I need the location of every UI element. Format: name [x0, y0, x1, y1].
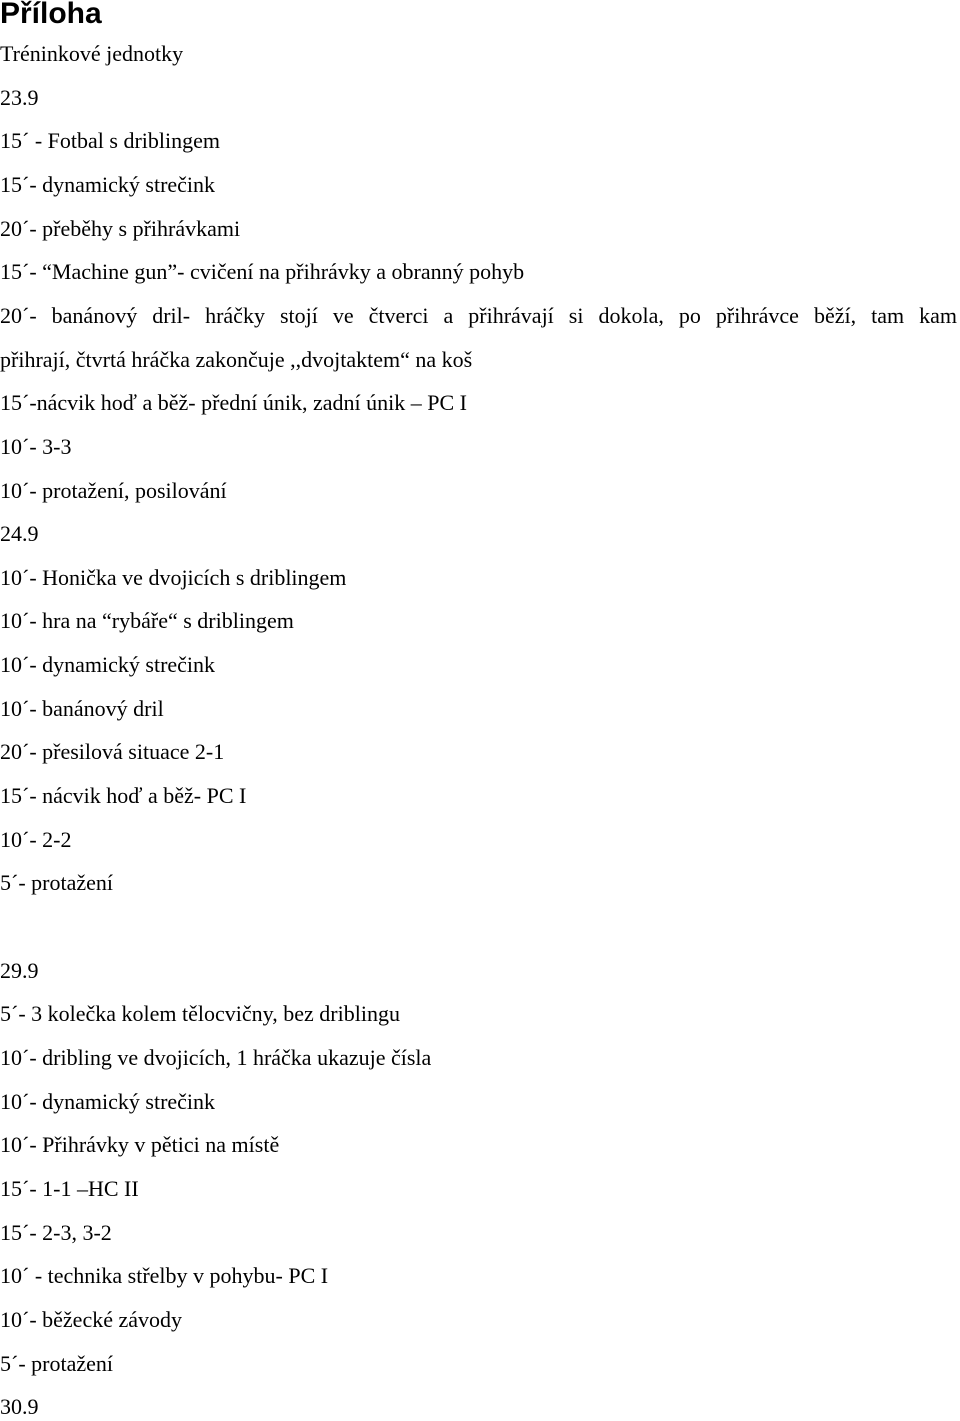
session-item: 20´- přesilová situace 2-1: [0, 739, 225, 764]
session-item: 10´- 3-3: [0, 434, 72, 459]
session-date: 29.9: [0, 958, 39, 983]
session-item: 20´- banánový dril- hráčky stojí ve čtverci a přihrávají si dokola, po přihrávce běží, tam kam: [0, 303, 957, 328]
session-item: 10´- 2-2: [0, 827, 72, 852]
session-item: 10´- banánový dril: [0, 696, 164, 721]
session-item: 10´- dribling ve dvojicích, 1 hráčka ukazuje čísla: [0, 1045, 432, 1070]
session-item: 10´- dynamický strečink: [0, 652, 216, 677]
session-item: 15´- 2-3, 3-2: [0, 1220, 112, 1245]
session-item: 10´- protažení, posilování: [0, 478, 227, 503]
session-item: 15´- 1-1 –HC II: [0, 1176, 139, 1201]
session-date: 24.9: [0, 521, 39, 546]
session-item: 10´ - technika střelby v pohybu- PC I: [0, 1263, 329, 1288]
session-item: 15´ - Fotbal s driblingem: [0, 128, 220, 153]
session-item: 10´- dynamický strečink: [0, 1089, 216, 1114]
session-date: 30.9: [0, 1394, 39, 1419]
session-item: 5´- protažení: [0, 870, 113, 895]
session-item: 15´- nácvik hoď a běž- PC I: [0, 783, 247, 808]
session-item: 10´- běžecké závody: [0, 1307, 183, 1332]
session-item: 15´- dynamický strečink: [0, 172, 216, 197]
session-date: 23.9: [0, 85, 39, 110]
session-item: 15´- “Machine gun”- cvičení na přihrávky a obranný pohyb: [0, 259, 525, 284]
session-item: 10´- Honička ve dvojicích s driblingem: [0, 565, 347, 590]
session-item: 5´- 3 kolečka kolem tělocvičny, bez driblingu: [0, 1001, 400, 1026]
session-item: 10´- Přihrávky v pětici na místě: [0, 1132, 280, 1157]
session-item: 5´- protažení: [0, 1351, 113, 1376]
session-item: 10´- hra na “rybáře“ s driblingem: [0, 608, 294, 633]
page-heading: Příloha: [0, 0, 102, 30]
session-item: 20´- přeběhy s přihrávkami: [0, 216, 241, 241]
session-item: přihrají, čtvrtá hráčka zakončuje ,,dvojtaktem“ na koš: [0, 347, 473, 372]
session-item: 15´-nácvik hoď a běž- přední únik, zadní únik – PC I: [0, 390, 467, 415]
document-subtitle: Tréninkové jednotky: [0, 41, 184, 66]
